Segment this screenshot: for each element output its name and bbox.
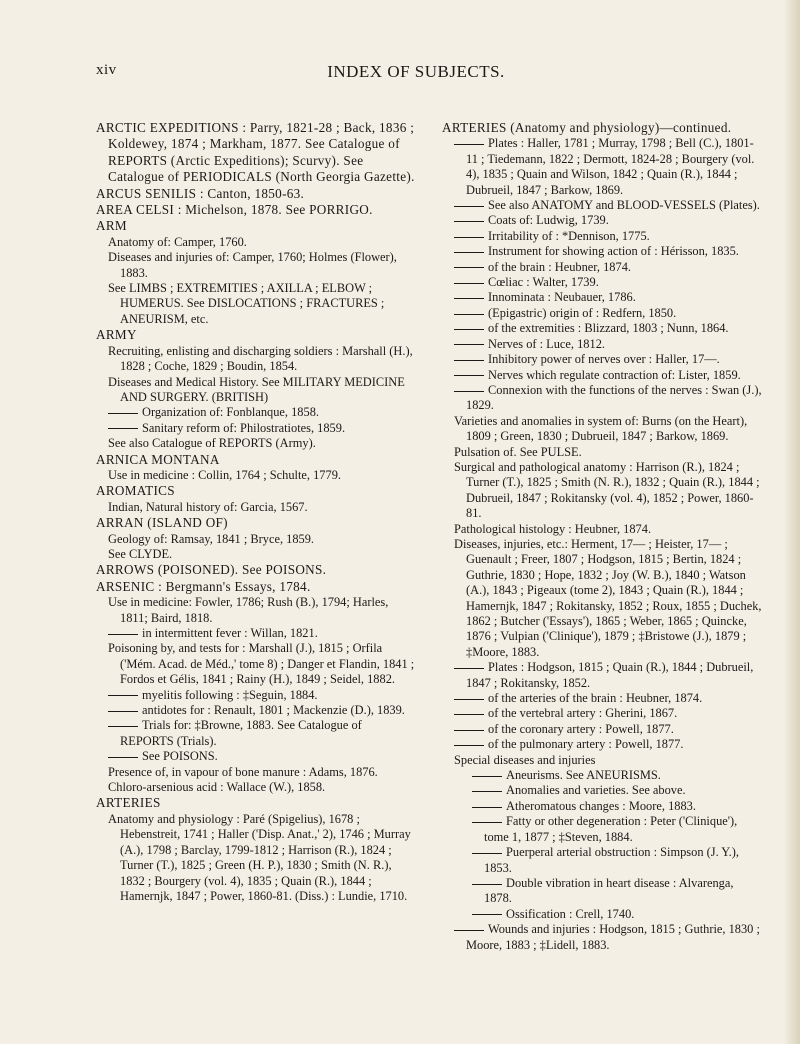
index-heading <box>96 218 418 234</box>
index-entry-text: Indian, Natural history of: Garcia, 1567. <box>108 499 308 514</box>
index-entry-text: Wounds and injuries : Hodgson, 1815 ; Guthrie, 1830 ; Moore, 1883 ; ‡Lidell, 1883. <box>466 922 760 952</box>
index-dash-subentry <box>442 799 764 814</box>
ditto-rule <box>108 413 138 414</box>
index-heading <box>96 562 418 578</box>
index-entry-text: Diseases and injuries of: Camper, 1760; Holmes (Flower), 1883. <box>108 250 397 280</box>
index-entry-text: ARCTIC EXPEDITIONS : Parry, 1821-28 ; Back, 1836 ; Koldewey, 1874 ; Markham, 1877. See Catalogue of REPORTS (Arctic Expeditions); Scurvy). See Catalogue of PERIODICALS (North Georgia Gazette). <box>96 120 415 185</box>
index-subentry <box>96 281 418 327</box>
index-dash-subentry <box>442 198 764 213</box>
ditto-rule <box>454 283 484 284</box>
index-subentry <box>96 595 418 626</box>
index-entry-text: Presence of, in vapour of bone manure : Adams, 1876. <box>108 764 378 779</box>
index-entry-text: AREA CELSI : Michelson, 1878. See PORRIGO. <box>96 202 373 218</box>
index-dash-subentry <box>442 907 764 922</box>
index-dash-subentry <box>442 706 764 721</box>
index-entry-text: Puerperal arterial obstruction : Simpson (J. Y.), 1853. <box>484 845 739 875</box>
index-entry-text: ARRAN (ISLAND OF) <box>96 515 228 531</box>
index-subentry <box>96 765 418 780</box>
index-entry-text: Anatomy of: Camper, 1760. <box>108 234 247 249</box>
index-subentry <box>96 235 418 250</box>
index-dash-subentry <box>96 749 418 764</box>
index-dash-subentry <box>442 244 764 259</box>
index-subentry <box>96 436 418 451</box>
index-entry-text: Coats of: Ludwig, 1739. <box>488 213 609 228</box>
index-subentry <box>442 753 764 768</box>
ditto-rule <box>454 252 484 253</box>
index-heading <box>96 120 418 186</box>
index-entry-text: Plates : Hodgson, 1815 ; Quain (R.), 1844 ; Dubrueil, 1847 ; Rokitansky, 1852. <box>466 660 754 690</box>
index-entry-text: Pulsation of. See PULSE. <box>454 444 582 459</box>
index-entry-text: Chloro-arsenious acid : Wallace (W.), 1858. <box>108 780 326 795</box>
index-entry-text: ARNICA MONTANA <box>96 451 220 467</box>
ditto-rule <box>472 791 502 792</box>
index-entry-text: See also Catalogue of REPORTS (Army). <box>108 436 316 451</box>
ditto-rule <box>108 695 138 696</box>
index-dash-subentry <box>442 922 764 953</box>
index-subentry <box>96 641 418 687</box>
page-edge-shadow <box>784 0 800 1044</box>
index-dash-subentry <box>442 260 764 275</box>
index-heading <box>96 452 418 468</box>
index-dash-subentry <box>442 814 764 845</box>
index-entry-text: ARCUS SENILIS : Canton, 1850-63. <box>96 185 305 201</box>
index-entry-text: Plates : Haller, 1781 ; Murray, 1798 ; Bell (C.), 1801-11 ; Tiedemann, 1822 ; Dermott, 1824-28 ; Bourgery (vol. 4), 1835 ; Quain and Wilson, 1842 ; Quain (R.), 1844 ; Dubrueil, 1847 ; Barkow, 1869. <box>466 136 755 197</box>
index-dash-subentry <box>442 290 764 305</box>
index-entry-text: ARTERIES (Anatomy and physiology)—continued. <box>442 120 732 135</box>
index-dash-subentry <box>442 660 764 691</box>
index-heading <box>442 120 764 136</box>
index-entry-text: Instrument for showing action of : Hérisson, 1835. <box>488 244 739 259</box>
index-dash-subentry <box>442 768 764 783</box>
ditto-rule <box>472 884 502 885</box>
ditto-rule <box>454 314 484 315</box>
page-number: xiv <box>96 62 117 78</box>
index-dash-subentry <box>96 718 418 749</box>
index-entry-text: Fatty or other degeneration : Peter ('Clinique'), tome 1, 1877 ; ‡Steven, 1884. <box>484 814 738 844</box>
index-entry-text: in intermittent fever : Willan, 1821. <box>142 626 318 640</box>
index-entry-text: Special diseases and injuries <box>454 752 596 767</box>
index-entry-text: Ossification : Crell, 1740. <box>506 906 635 921</box>
index-entry-text: Varieties and anomalies in system of: Burns (on the Heart), 1809 ; Green, 1830 ; Dubrueil, 1847 ; Barkow, 1869. <box>454 413 748 444</box>
index-dash-subentry <box>442 783 764 798</box>
index-entry-text: of the brain : Heubner, 1874. <box>488 259 631 274</box>
index-dash-subentry <box>442 845 764 876</box>
index-entry-text: Irritability of : *Dennison, 1775. <box>488 228 650 243</box>
ditto-rule <box>108 428 138 429</box>
index-subentry <box>96 780 418 795</box>
index-entry-text: Nerves of : Luce, 1812. <box>488 336 605 351</box>
ditto-rule <box>472 776 502 777</box>
index-dash-subentry <box>442 229 764 244</box>
ditto-rule <box>454 375 484 376</box>
index-entry-text: antidotes for : Renault, 1801 ; Mackenzie (D.), 1839. <box>142 703 405 718</box>
index-subentry <box>96 375 418 406</box>
index-dash-subentry <box>442 337 764 352</box>
index-dash-subentry <box>96 688 418 703</box>
ditto-rule <box>454 206 484 207</box>
ditto-rule <box>454 360 484 361</box>
index-entry-text: Sanitary reform of: Philostratiotes, 1859. <box>142 420 346 435</box>
ditto-rule <box>454 344 484 345</box>
index-subentry <box>442 414 764 445</box>
index-entry-text: AROMATICS <box>96 483 175 499</box>
index-entry-text: See CLYDE. <box>108 546 173 561</box>
index-entry-text: Surgical and pathological anatomy : Harrison (R.), 1824 ; Turner (T.), 1825 ; Smith (N. R.), 1832 ; Quain (R.), 1844 ; Dubrueil, 1847 ; Rokitansky (vol. 4), 1852 ; Power, 1860-81. <box>454 459 760 521</box>
ditto-rule <box>454 745 484 746</box>
index-dash-subentry <box>96 626 418 641</box>
ditto-rule <box>454 144 484 145</box>
left-column <box>96 120 418 904</box>
index-dash-subentry <box>442 213 764 228</box>
index-subentry <box>442 522 764 537</box>
index-entry-text: See also ANATOMY and BLOOD-VESSELS (Plates). <box>488 198 760 213</box>
index-entry-text: of the arteries of the brain : Heubner, 1874. <box>488 691 703 706</box>
index-subentry <box>96 468 418 483</box>
ditto-rule <box>454 267 484 268</box>
index-dash-subentry <box>96 405 418 420</box>
ditto-rule <box>454 730 484 731</box>
index-heading <box>96 579 418 595</box>
ditto-rule <box>108 634 138 635</box>
index-entry-text: Organization of: Fonblanque, 1858. <box>142 405 319 420</box>
index-entry-text: See POISONS. <box>142 749 218 764</box>
ditto-rule <box>454 391 484 392</box>
index-dash-subentry <box>442 352 764 367</box>
index-entry-text: Poisoning by, and tests for : Marshall (J.), 1815 ; Orfila ('Mém. Acad. de Méd.,' tome 8) ; Danger et Flandin, 1841 ; Fordos et Gélis, 1841 ; Rainy (H.), 1849 ; Seidel, 1882. <box>108 641 415 687</box>
index-subentry <box>96 547 418 562</box>
index-entry-text: Anatomy and physiology : Paré (Spigelius), 1678 ; Hebenstreit, 1741 ; Haller ('Disp. Anat.,' 2), 1746 ; Murray (A.), 1798 ; Barclay, 1799-1812 ; Harrison (R.), 1824 ; Turner (T.), 1825 ; Green (H. P.), 1830 ; Smith (N. R.), 1832 ; Bourgery (vol. 4), 1835 ; Quain (R.), 1844 ; Hamernjk, 1847 ; Power, 1860-81. (Diss.) : Lundie, 1710. <box>108 811 411 903</box>
index-subentry <box>442 445 764 460</box>
page-header <box>96 62 736 86</box>
index-entry-text: ARMY <box>96 327 137 343</box>
ditto-rule <box>454 298 484 299</box>
ditto-rule <box>454 237 484 238</box>
ditto-rule <box>108 711 138 712</box>
index-entry-text: Inhibitory power of nerves over : Haller, 17—. <box>488 352 720 367</box>
index-entry-text: Aneurisms. See ANEURISMS. <box>506 768 661 783</box>
ditto-rule <box>472 914 502 915</box>
ditto-rule <box>454 714 484 715</box>
index-dash-subentry <box>442 722 764 737</box>
index-entry-text: ARTERIES <box>96 795 161 811</box>
index-subentry <box>96 344 418 375</box>
index-heading <box>96 483 418 499</box>
ditto-rule <box>454 329 484 330</box>
ditto-rule <box>108 726 138 727</box>
index-entry-text: Atheromatous changes : Moore, 1883. <box>506 798 696 813</box>
ditto-rule <box>472 807 502 808</box>
index-subentry <box>96 250 418 281</box>
index-dash-subentry <box>442 321 764 336</box>
index-entry-text: ARROWS (POISONED). See POISONS. <box>96 562 327 578</box>
ditto-rule <box>472 853 502 854</box>
index-entry-text: Connexion with the functions of the nerves : Swan (J.), 1829. <box>466 382 762 413</box>
index-entry-text: of the extremities : Blizzard, 1803 ; Nunn, 1864. <box>488 321 729 336</box>
index-subentry <box>442 537 764 660</box>
index-entry-text: Innominata : Neubauer, 1786. <box>488 290 636 305</box>
index-entry-text: Double vibration in heart disease : Alvarenga, 1878. <box>484 875 734 906</box>
index-dash-subentry <box>96 421 418 436</box>
index-entry-text: myelitis following : ‡Seguin, 1884. <box>142 687 318 702</box>
index-entry-text: Diseases and Medical History. See MILITARY MEDICINE AND SURGERY. (BRITISH) <box>108 374 405 404</box>
index-entry-text: Cœliac : Walter, 1739. <box>488 275 599 290</box>
ditto-rule <box>454 668 484 669</box>
index-entry-text: Diseases, injuries, etc.: Herment, 17— ; Heister, 17— ; Guenault ; Freer, 1807 ; Hodgson, 1815 ; Bertin, 1824 ; Guthrie, 1830 ; Hope, 1832 ; Joy (W. B.), 1840 ; Watson (A.), 1843 ; Pigeaux (tome 2), 1843 ; Quain (R.), 1844 ; Hamernjk, 1847 ; Rokitansky, 1852 ; Roux, 1855 ; Duchek, 1862 ; Butcher ('Essays'), 1865 ; Weber, 1865 ; Quincke, 1876 ; Vulpian ('Clinique'), 1879 ; ‡Bristowe (J.), 1879 ; ‡Moore, 1883. <box>454 536 762 659</box>
index-dash-subentry <box>442 306 764 321</box>
index-entry-text: Use in medicine: Fowler, 1786; Rush (B.), 1794; Harles, 1811; Baird, 1818. <box>108 595 389 625</box>
ditto-rule <box>454 221 484 222</box>
index-entry-text: See LIMBS ; EXTREMITIES ; AXILLA ; ELBOW ; HUMERUS. See DISLOCATIONS ; FRACTURES ; ANEURISM, etc. <box>108 281 385 326</box>
right-column <box>442 120 764 953</box>
index-dash-subentry <box>442 136 764 198</box>
index-heading <box>96 186 418 202</box>
index-dash-subentry <box>442 275 764 290</box>
index-subentry <box>96 812 418 904</box>
running-title: INDEX OF SUBJECTS. <box>327 62 505 81</box>
index-subentry <box>96 500 418 515</box>
index-entry-text: Geology of: Ramsay, 1841 ; Bryce, 1859. <box>108 531 315 546</box>
index-dash-subentry <box>442 737 764 752</box>
index-entry-text: of the pulmonary artery : Powell, 1877. <box>488 737 684 752</box>
ditto-rule <box>472 822 502 823</box>
index-entry-text: Nerves which regulate contraction of: Lister, 1859. <box>488 367 741 382</box>
index-entry-text: Pathological histology : Heubner, 1874. <box>454 521 652 536</box>
index-dash-subentry <box>96 703 418 718</box>
index-entry-text: Recruiting, enlisting and discharging soldiers : Marshall (H.), 1828 ; Coche, 1829 ; Boudin, 1854. <box>108 343 413 374</box>
index-entry-text: of the vertebral artery : Gherini, 1867. <box>488 706 678 721</box>
index-subentry <box>442 460 764 522</box>
index-entry-text: (Epigastric) origin of : Redfern, 1850. <box>488 305 677 320</box>
index-dash-subentry <box>442 383 764 414</box>
index-subentry <box>96 532 418 547</box>
index-entry-text: Anomalies and varieties. See above. <box>506 783 686 798</box>
ditto-rule <box>454 699 484 700</box>
index-heading <box>96 327 418 343</box>
index-heading <box>96 795 418 811</box>
index-entry-text: of the coronary artery : Powell, 1877. <box>488 721 674 736</box>
index-dash-subentry <box>442 368 764 383</box>
index-entry-text: ARSENIC : Bergmann's Essays, 1784. <box>96 578 311 594</box>
ditto-rule <box>454 930 484 931</box>
index-heading <box>96 202 418 218</box>
index-entry-text: Trials for: ‡Browne, 1883. See Catalogue of REPORTS (Trials). <box>120 718 362 748</box>
index-heading <box>96 515 418 531</box>
index-entry-text: ARM <box>96 218 127 234</box>
index-dash-subentry <box>442 876 764 907</box>
index-dash-subentry <box>442 691 764 706</box>
ditto-rule <box>108 757 138 758</box>
index-entry-text: Use in medicine : Collin, 1764 ; Schulte, 1779. <box>108 467 341 482</box>
